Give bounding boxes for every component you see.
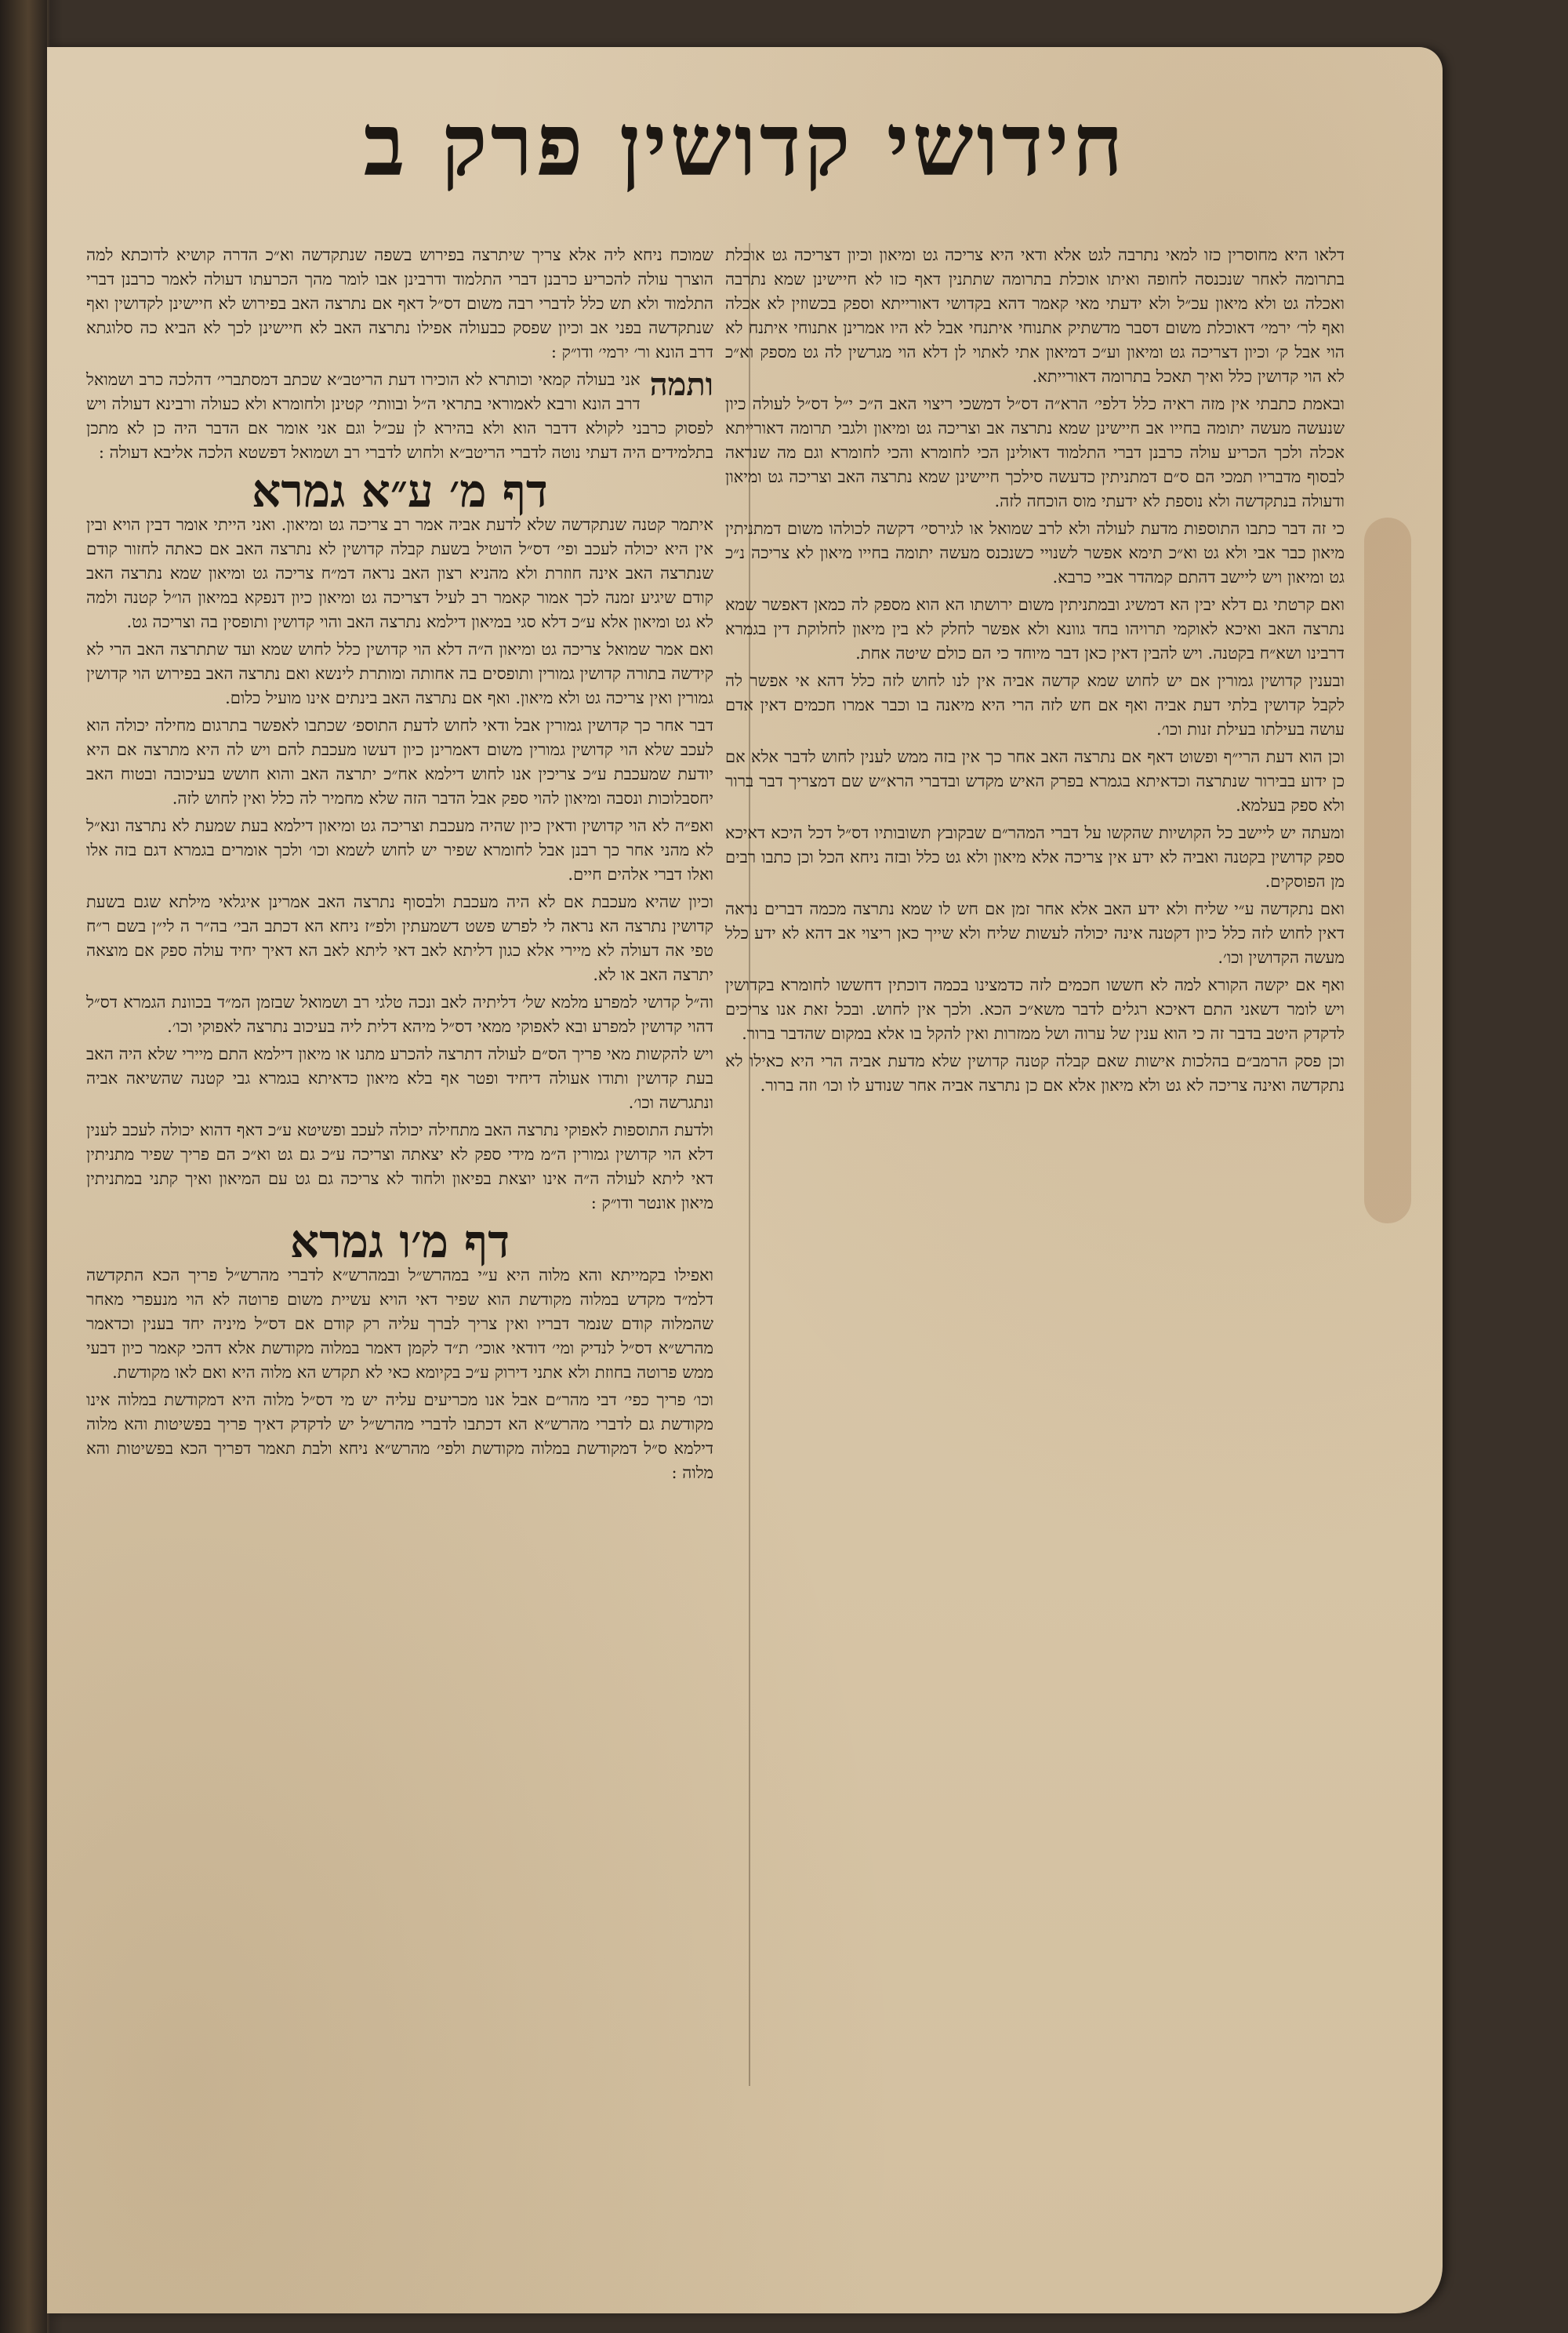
daf-71-paragraph: ואם אמר שמואל צריכה גט ומיאון ה״ה דלא הוי קדושין כלל לחוש שמא ועד שתתרצה האב הרי לא קידשה בתורה קדושין גמורין ותופסים בה אחותה ומותרת לינשא ואם נתרצה האב בפירוש הוי קדושין גמורין ואין צריכה גט ולא מיאון. ואף אם נתרצה האב בינתים אינו מועיל כלום. xyxy=(86,640,713,707)
book-spine xyxy=(0,0,47,2333)
right-paragraph: דלאו היא מחוסרין כזו למאי נתרבה לגט אלא ודאי היא צריכה גט ומיאון וכיון דצריכה גט אוכלת בתרומה לאחר שנכנסה לחופה ואיתו אוכלת בתרומה שתתנין דאף כזו לא חיישינן שמא נתרבה ואכלה גט ולא מיאון עכ״ל ולא ידעתי מאי קאמר דהא בקדושי דאורייתא וספק בכשוזין לא אכלה ואף לר׳ ירמי׳ דאוכלת משום דסבר מדשתיק אתנוחי איתנחי אבל לא היו אמרינן אתנוחי איתנח לא הוי אבל ק׳ וכיון דצריכה גט ומיאון וע״כ דמיאון אתי לאתוי לן דלא הוי מגרשין לה גט מספק וא״כ לא הוי קדושין כלל ואיך תאכל בתרומה דאורייתא. xyxy=(725,245,1345,386)
daf-76-paragraph: וכו׳ פריך כפי׳ דבי מהר״ם אבל אנו מכריעים עליה יש מי דס״ל מלוה היא דמקודשת במלוה אינו מקודשת גם לדברי מהרש״א הא דכתבו לדברי מהרש״ל יש לדקדק דאיך פריך בפשיטות והא מלוה דילמא ס״ל דמקודשת במלוה מקודשת ולפי׳ מהרש״א ניחא ולבת תאמר דפריך הכא בפשיטות והא מלוה : xyxy=(86,1390,713,1482)
daf-71-paragraph: דבר אחר כך קדושין גמורין אבל ודאי לחוש לדעת התוספ׳ שכתבו לאפשר בתרגום מחילה יכולה הוא לעכב שלא הוי קדושין גמורין משום דאמרינן כיון דעשו מעכבת להם ויש לה היא מתרצה אם היא יודעת שמעכבת ע״כ צריכין אנו לחוש דילמא אח״כ יתרצה האב והוא חושש בעיכובה ובטוח האב יחסבלוכות ונסבה ומיאון להוי ספק אבל הדבר הזה שלא מחמיר לה כלל ואין לחוש לזה. xyxy=(86,716,713,808)
page-title: חידושי קדושין פרק ב xyxy=(363,94,1127,195)
vetama-paragraph xyxy=(86,368,713,465)
vetama-lead-word: ותמה xyxy=(649,366,713,403)
daf-heading-2: דף מ׳ו גמרא xyxy=(289,1215,510,1268)
daf-76-paragraph: ואפילו בקמייתא והא מלוה היא ע״י במהרש״ל ובמהרש״א לדברי מהרש״ל פריך הכא התקדשה דלמ״ד מקדש במלוה מקודשת הוא שפיר דאי הויא עשיית משום פרוטה לא הוי מנעפרי מאחר שהמלוה קודם שנמר דבריו ואין צריך לברך עליה רק קודם אם דס״ל מיניה יחד בענין וכדאמר מהרש״א דס״ל לנדיק ומי׳ דודאי אוכי׳ ת״ד לקמן דאמר במלוה מקודשת אלא דהכי קאמר כיון דבעי ממש פרוטה בחוזת ולא אתני דירוק ע״כ בקיומא כאי לא תקדש הא מלוה היא ואם לאו מקודשת. xyxy=(86,1266,713,1382)
daf-heading-1: דף מ׳ ע״א גמרא xyxy=(252,464,548,518)
right-paragraph: ומעתה יש ליישב כל הקושיות שהקשו על דברי המהר״ם שבקובץ תשובותיו דס״ל דכל היכא דאיכא ספק קדושין בקטנה ואביה לא ידע אין צריכה אלא מיאון ולא גט כלל ובזה ניחא הכל וכן כתבו רבים מן הפוסקים. xyxy=(725,823,1345,891)
daf-71-paragraph: ויש להקשות מאי פריך הס״ם לעולה דתרצה להכרע מתנו או מיאון דילמא התם מיירי שלא היה האב בעת קדושין ותודו אעולה דיחיד ופטר אף בלא מיאון כדאיתא בגמרא גבי קטנה שהשיאה אביה ונתגרשה וכו׳. xyxy=(86,1045,713,1112)
daf-71-paragraph: וה״ל קדושי למפרע מלמא של׳ דליתיה לאב ונכה טלגי רב ושמואל שבזמן המ״ד בכוונת הגמרא דס״ל דהוי קדושין למפרע ובא לאפוקי ממאי דס״ל מיהא דלית ליה בעיכוב נתרצה לאפוקי וכו׳. xyxy=(86,993,713,1036)
right-paragraph: וכן הוא דעת הרי״ף ופשוט דאף אם נתרצה האב אחר כך אין בזה ממש לענין לחוש לדבר אלא אם כן ידוע בבירור שנתרצה וכדאיתא בגמרא בפרק האיש מקדש ובדברי הרא״ש שם דמצריך דבר ברור ולא ספק בעלמא. xyxy=(725,747,1345,815)
left-top-paragraph: שמוכח ניחא ליה אלא צריך שיתרצה בפירוש בשפה שנתקדשה וא״כ הדרה קושיא לדוכתא למה הוצרך עולה להכריע כרבנן דברי התלמוד ודרבינן אבו לומר מהך הכרעתו דעולה לאמר כרבנן דברי התלמוד ולא תש כלל לדברי רבה משום דס״ל דאף אם נתרצה האב בפירוש לא חיישינן לקדושין ואף שנתקדשה בפני אב וכיון שפסק כבעולה אפילו נתרצה האב לא חיישינן לכך לא הביא כה סלוגתא דרב הונא ור׳ ירמי׳ ודו״ק : xyxy=(86,245,713,362)
right-paragraph: ואף אם יקשה הקורא למה לא חששו חכמים לזה כדמצינו בכמה דוכתין דחששו לחומרא בקדושין ויש לומר דשאני התם דאיכא רגלים לדבר משא״כ הכא. ולכך אין לחוש. ובכל זאת אנו צריכים לדקדק היטב בדבר זה כי הוא ענין של ערוה ושל ממזרות ואין להקל בו אלא במקום שהדבר ברור. xyxy=(725,976,1345,1043)
right-paragraph: ואם נתקדשה ע״י שליח ולא ידע האב אלא אחר זמן אם חש לו שמא נתרצה מכמה דברים נראה דאין לחוש לזה כלל כיון דקטנה אינה יכולה לעשות שליח ולא שייך כאן ריצוי אב דהא לא ידע כלל מעשה הקדושין וכו׳. xyxy=(725,899,1345,967)
right-paragraph: ובענין קדושין גמורין אם יש לחוש שמא קדשה אביה אין לנו לחוש לזה כלל דהא אי אפשר לה לקבל קדושין בלתי דעת אביה ואף אם חש לזה הרי היא מיאנה בו וכבר אמרו חכמים דאין אדם עושה בעילתו בעילת זנות וכו׳. xyxy=(725,671,1345,739)
daf-71-paragraph: איתמר קטנה שנתקדשה שלא לדעת אביה אמר רב צריכה גט ומיאון. ואני הייתי אומר דבין הויא ובין אין היא יכולה לעכב ופי׳ דס״ל הוטיל בשעת קבלה קדושין לא נתרצה האב אם כאתה לחזור קודם שנתרצה האב אינה חוזרת ולא מהניא רצון האב נראה דמ״ח צריכה גט ומיאון שמא נתרצה האב קודם שיגיע זמנה לכך אמור קאמר רב לעיל דצריכה גט ומיאון כיון דנפקא במיאון הו״ל קטנה ולמה לא גט ומיאון אלא ע״כ דלא סגי במיאון דילמא נתרצה האב והוי קדושין ותופסין בה וצריכה גט. xyxy=(86,515,713,631)
right-column xyxy=(725,243,1345,1101)
vetama-text: אני בעולה קמאי וכותרא לא הוכירו דעת הריטב״א שכתב דמסתברי׳ דהלכה כרב ושמואל דרב הונא ורבא לאמוראי בתראי ה״ל ובוותי׳ קטינן ולחומרא ולא כעולה ורבינא דעולה ויש לפסוק כרבני לקולא דדבר הוא ולא בהירא לן עכ״ל וגם אני אומר אם הדבר היה כן לא מתכן בתלמידים היה דעתי נוטה לדברי הריטב״א ולחוש לדברי רב ושמואל דפשטא הלכה אליבא דעולה : xyxy=(86,370,713,462)
daf-71-paragraph: וכיון שהיא מעכבת אם לא היה מעכבת ולבסוף נתרצה האב אמרינן איגלאי מילתא שגם בשעת קדושין נתרצה הא נראה לי לפרש פשט דשמעתין ולפ״ז ניחא הא דכתב הבי׳ בה״ר ה לי״ן בשם ר״ח טפי אה דעולה לא מיירי אלא כגון דליתא לאב דאי ליתא לאב הא דאיך יחיד עולה ספק אם מוצאה יתרצה האב או לא. xyxy=(86,892,713,984)
right-paragraph: ואם קרטתי גם דלא יבין הא דמשיג ובמתניתין משום ירושתו הא הוא מספק לה כמאן דאפשר שמא נתרצה האב ואיכא לאוקמי תרויהו בחד גוונא ולא אפשר לחלק לא בין מיאון לחלוקת דין בגמרא דרבינו ושא״ח בקטנה. ויש להבין דאין כאן דבר מיוחד כי הם כולם שיטה אחת. xyxy=(725,595,1345,663)
book-page xyxy=(47,47,1443,2313)
left-column xyxy=(86,243,713,1488)
daf-71-paragraph: ולדעת התוספות לאפוקי נתרצה האב מתחילה יכולה לעכב ופשיטא ע״כ דאף דהוא יכולה לעכב לענין דלא הוי קדושין גמורין ה״מ מידי ספק לא יצאתה וצריכה ע״כ גם גט וא״כ הם פריך שפיר מתניתין דאי ליתא לעולה ה״ה אינו יוצאת בפיאון ולחוד לא צריכה גם גט עם המיאון ואיך קתני במתניתין מיאון אונטר ודו״ק : xyxy=(86,1121,713,1212)
page-stain xyxy=(1364,518,1411,1223)
right-paragraph: ובאמת כתבתי אין מזה ראיה כלל דלפי׳ הרא״ה דס״ל דמשכי ריצוי האב ה״כ י״ל דס״ל לעולה כיון שנעשה מעשה יתומה בחייו אב חיישינן שמא נתרצה אב וצריכה גט ומיאון ולגבי תרומה דאורייתא אכלה ולכך הכריע עולה כרבנן דברי התלמוד דאולינן הכי לחומרא והכי לחומרא וגם מה שנראה לבסוף מדבריו תמכי הם ס״ם דמתניתין כדעשה סילכך חיישינן שמא נתרצה האב וצריכה גט ומיאון ודעולה בנתקדשה ולא נוספת לא ידעתי מוס הוכחה לזה. xyxy=(725,394,1345,511)
right-paragraph: וכן פסק הרמב״ם בהלכות אישות שאם קבלה קטנה קדושין שלא מדעת אביה הרי היא כאילו לא נתקדשה ואינה צריכה לא גט ולא מיאון אלא אם כן נתרצה אביה אחר שנודע לו וכו׳ וזה ברור. xyxy=(725,1052,1345,1095)
right-paragraph: כי זה דבר כתבו התוספות מדעת לעולה ולא לרב שמואל או לגירסי׳ דקשה לכולהו משום דמתניתין מיאון כבר אבי ולא גט וא״כ תימא אפשר לשנויי כשנכנס מעשה יתומה בחייו מיאון לא צריכה נ״כ גט ומיאון ויש ליישב דהתם קמהדר אביי כרבא. xyxy=(725,519,1345,587)
daf-71-paragraph: ואפ״ה לא הוי קדושין ודאין כיון שהיה מעכבת וצריכה גט ומיאון דילמא בעת שמעת לא נתרצה ונא״ל לא מהני אחר כך רבנן אבל לחומרא שפיר יש לחוש לשמא וכו׳ ולכך אומרים בגמרא דגם בזה אלו ואלו דברי אלהים חיים. xyxy=(86,816,713,884)
